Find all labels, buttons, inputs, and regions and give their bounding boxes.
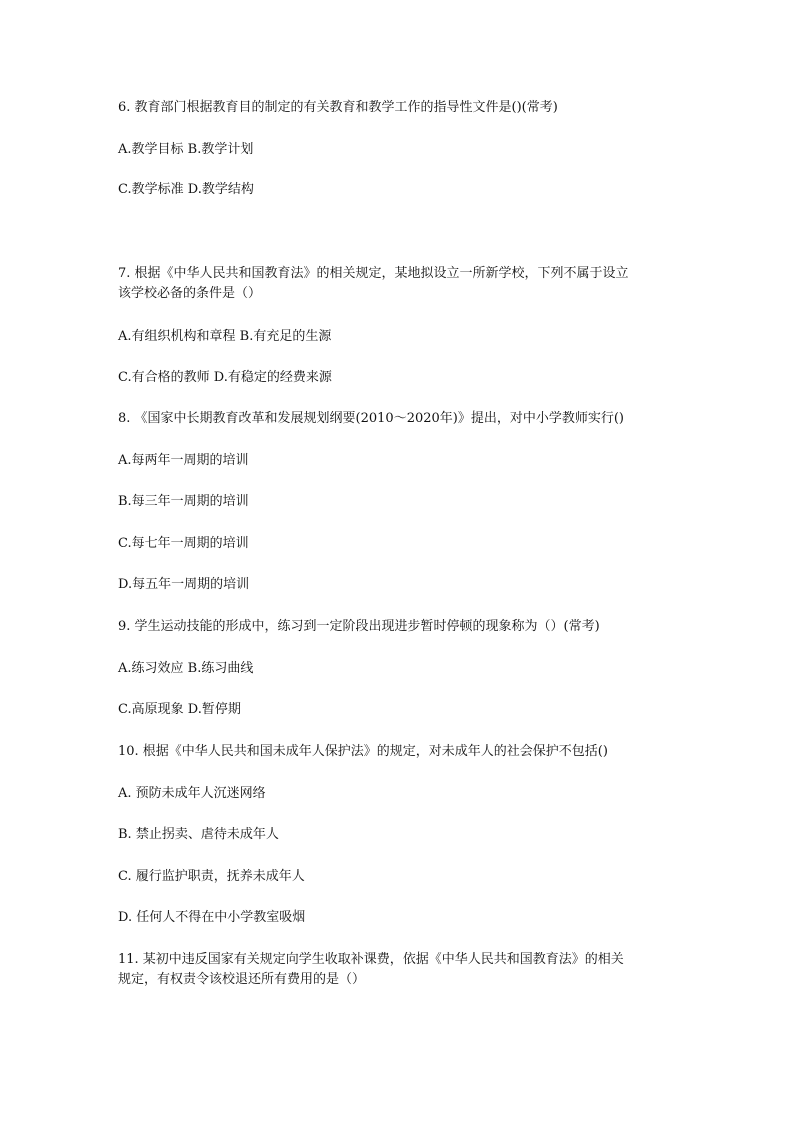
question-10-option-d: D. 任何人不得在中小学教室吸烟 [118,910,306,925]
question-6-option-ab: A.教学目标 B.教学计划 [118,142,254,157]
question-10-option-c: C. 履行监护职责，抚养未成年人 [118,869,305,884]
question-8-option-c: C.每七年一周期的培训 [118,536,249,551]
question-8-option-b: B.每三年一周期的培训 [118,494,249,509]
question-9-stem: 9. 学生运动技能的形成中，练习到一定阶段出现进步暂时停顿的现象称为（）(常考) [118,619,600,634]
question-11-stem-line2: 规定，有权责令该校退还所有费用的是（） [118,972,366,987]
question-9-option-ab: A.练习效应 B.练习曲线 [118,661,254,676]
question-8-option-a: A.每两年一周期的培训 [118,453,249,468]
question-11-stem-line1: 11. 某初中违反国家有关规定向学生收取补课费，依据《中华人民共和国教育法》的相关 [118,952,624,967]
question-9-option-cd: C.高原现象 D.暂停期 [118,702,241,717]
question-10-option-b: B. 禁止拐卖、虐待未成年人 [118,827,279,842]
question-6-option-cd: C.教学标准 D.教学结构 [118,182,254,197]
question-7-stem-line1: 7. 根据《中华人民共和国教育法》的相关规定，某地拟设立一所新学校，下列不属于设立 [118,266,629,281]
question-7-option-cd: C.有合格的教师 D.有稳定的经费来源 [118,370,332,385]
question-10-stem: 10. 根据《中华人民共和国未成年人保护法》的规定，对未成年人的社会保护不包括() [118,744,608,759]
question-7-option-ab: A.有组织机构和章程 B.有充足的生源 [118,329,332,344]
question-10-option-a: A. 预防未成年人沉迷网络 [118,786,266,801]
question-8-stem: 8. 《国家中长期教育改革和发展规划纲要(2010～2020年)》提出，对中小学教师实行() [118,411,624,426]
question-8-option-d: D.每五年一周期的培训 [118,577,250,592]
question-6-stem: 6. 教育部门根据教育目的制定的有关教育和教学工作的指导性文件是()(常考) [118,100,558,115]
question-7-stem-line2: 该学校必备的条件是（） [118,286,262,301]
